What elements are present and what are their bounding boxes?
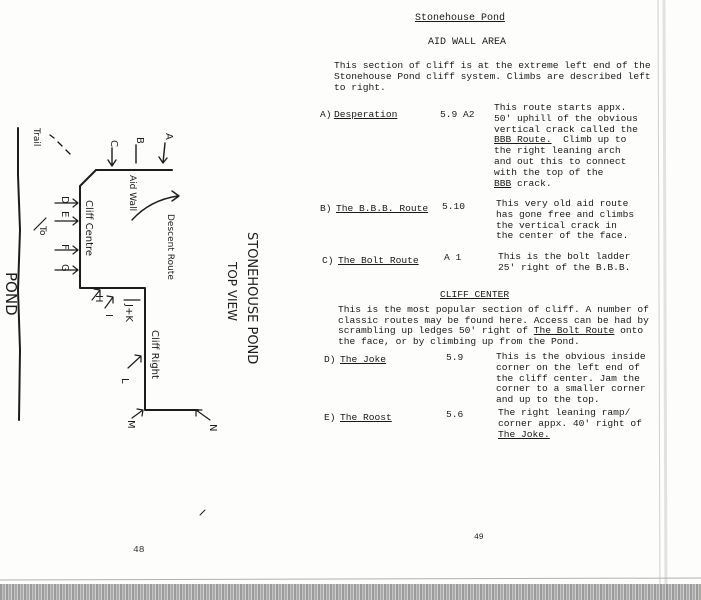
route-letter-i: I [103, 314, 114, 317]
route-letter-l: L [119, 378, 130, 384]
route-letter-e: E [59, 211, 70, 218]
section-title-cliff-center: CLIFF CENTER [440, 289, 510, 300]
route-grade-roost: 5.6 [446, 409, 464, 420]
aid-wall-intro: This section of cliff is at the extreme left end of the Stonehouse Pond cliff system. Climbs are described left to right. [334, 60, 651, 93]
route-letter-f: F [59, 244, 70, 250]
scanner-edge-strip [0, 584, 701, 600]
route-letter-h: H [93, 295, 104, 303]
route-letter-g: G [59, 264, 70, 272]
route-name-desperation: Desperation [334, 109, 398, 120]
route-letter-e-text: E) [324, 412, 336, 423]
route-letter-c: C [108, 140, 119, 147]
route-desc-desperation: This route starts appx. 50' uphill of the obvious vertical crack called the BBB Route. Climb up to the right leaning arch and out this to connect with the top of the BBB crack. [494, 102, 638, 189]
route-grade-joke: 5.9 [446, 352, 464, 363]
route-desc-joke: This is the obvious inside corner on the left end of the cliff center. Jam the corner to a smaller corner and up to the top. [496, 351, 646, 406]
route-letter-m: M [125, 420, 136, 429]
route-name-joke: The Joke [340, 354, 387, 365]
cliff-map [0, 0, 340, 600]
route-letter-d-text: D) [324, 354, 336, 365]
route-desc-roost: The right leaning ramp/ corner appx. 40' right of The Joke. [498, 407, 642, 440]
cliff-center-intro: This is the most popular section of cliff. A number of classic routes may be found here. Access can be had by scrambling up ledges 50' right of The Bolt Route onto the face, or by climbing up from the Pond. [338, 304, 649, 347]
route-letter-d: D [59, 196, 70, 204]
left-page [0, 0, 340, 600]
route-letter-n: N [207, 424, 218, 432]
route-name-bolt: The Bolt Route [338, 255, 419, 266]
route-letter-c-text: C) [322, 255, 334, 266]
route-name-roost: The Roost [340, 412, 392, 423]
route-desc-bolt: This is the bolt ladder 25' right of the B.B.B. [498, 251, 631, 273]
aid-wall-label: Aid Wall [127, 175, 137, 212]
to-label: To [37, 226, 47, 236]
cliff-centre-label: Cliff Centre [83, 200, 94, 257]
route-desc-bbb: This very old aid route has gone free and climbs the vertical crack in the center of the face. [496, 198, 635, 242]
route-letter-b-text: B) [320, 203, 332, 214]
route-grade-desperation: 5.9 A2 [440, 109, 475, 120]
route-letter-a: A [163, 133, 174, 140]
map-title-line-1: STONEHOUSE POND [244, 232, 259, 365]
route-name-bbb: The B.B.B. Route [336, 203, 429, 214]
route-letter-a-text: A) [320, 109, 332, 120]
map-title-line-2: TOP VIEW [225, 262, 239, 322]
route-letter-b: B [134, 137, 145, 144]
page-number-48: 48 [133, 544, 145, 555]
descent-route-label: Descent Route [165, 214, 175, 280]
page-title: Stonehouse Pond [415, 13, 506, 24]
cliff-right-label: Cliff Right [149, 330, 160, 379]
route-grade-bbb: 5.10 [442, 201, 466, 212]
page-number-49: 49 [474, 533, 484, 542]
section-title-aid-wall: AID WALL AREA [428, 37, 507, 48]
trail-label: Trail [31, 128, 41, 147]
pond-label: POND [2, 272, 20, 316]
route-grade-bolt: A 1 [444, 252, 462, 263]
route-letter-jk: J+K [123, 304, 134, 322]
